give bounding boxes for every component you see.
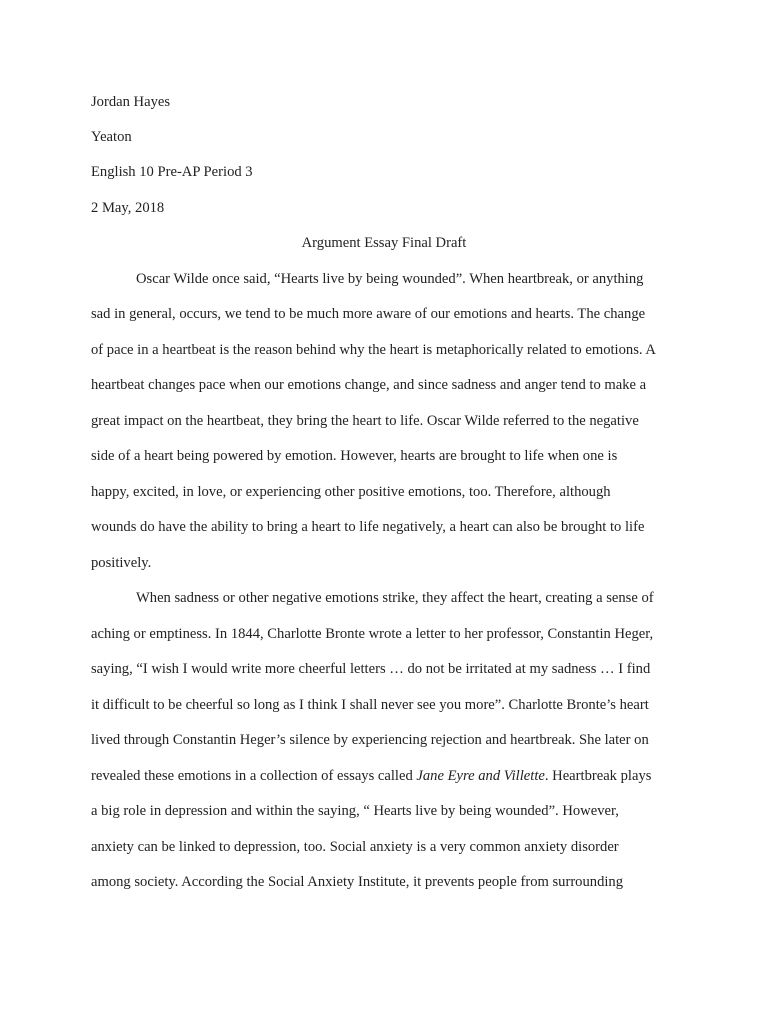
paragraph-line: side of a heart being powered by emotion. However, hearts are brought to life when one is xyxy=(91,448,618,464)
paragraph-line: heartbeat changes pace when our emotions change, and since sadness and anger tend to make a xyxy=(91,377,647,393)
course-name: English 10 Pre-AP Period 3 xyxy=(91,164,253,180)
paragraph-line: among society. According the Social Anxiety Institute, it prevents people from surrounding xyxy=(91,874,624,890)
paragraph-line: saying, “I wish I would write more cheerful letters … do not be irritated at my sadness … I find xyxy=(91,661,651,677)
paragraph-line: of pace in a heartbeat is the reason behind why the heart is metaphorically related to emotions. A xyxy=(91,342,656,358)
paragraph-line: it difficult to be cheerful so long as I think I shall never see you more”. Charlotte Bronte’s heart xyxy=(91,697,649,713)
paragraph-line: positively. xyxy=(91,555,152,571)
paragraph-line: happy, excited, in love, or experiencing other positive emotions, too. Therefore, although xyxy=(91,484,611,500)
paragraph-line: aching or emptiness. In 1844, Charlotte Bronte wrote a letter to her professor, Constantin Heger, xyxy=(91,626,654,642)
paragraph-line: sad in general, occurs, we tend to be much more aware of our emotions and hearts. The change xyxy=(91,306,646,322)
paragraph-line-with-book-title xyxy=(91,768,651,785)
paragraph-line: Oscar Wilde once said, “Hearts live by being wounded”. When heartbreak, or anything xyxy=(136,271,644,287)
paragraph-line: When sadness or other negative emotions strike, they affect the heart, creating a sense of xyxy=(136,590,654,606)
essay-date: 2 May, 2018 xyxy=(91,200,165,216)
paragraph-line: a big role in depression and within the saying, “ Hearts live by being wounded”. However, xyxy=(91,803,619,819)
paragraph-line: wounds do have the ability to bring a heart to life negatively, a heart can also be brought to life xyxy=(91,519,645,535)
line-text: . Heartbreak plays xyxy=(544,768,652,784)
paragraph-line: anxiety can be linked to depression, too. Social anxiety is a very common anxiety disorder xyxy=(91,839,619,855)
paragraph-line: lived through Constantin Heger’s silence by experiencing rejection and heartbreak. She later on xyxy=(91,732,649,748)
essay-title: Argument Essay Final Draft xyxy=(301,235,467,251)
line-text: revealed these emotions in a collection of essays called xyxy=(91,768,417,784)
teacher-name: Yeaton xyxy=(91,129,132,145)
paragraph-line: great impact on the heartbeat, they bring the heart to life. Oscar Wilde referred to the negative xyxy=(91,413,639,429)
student-name: Jordan Hayes xyxy=(91,94,171,110)
book-title: Jane Eyre and Villette xyxy=(416,768,545,784)
